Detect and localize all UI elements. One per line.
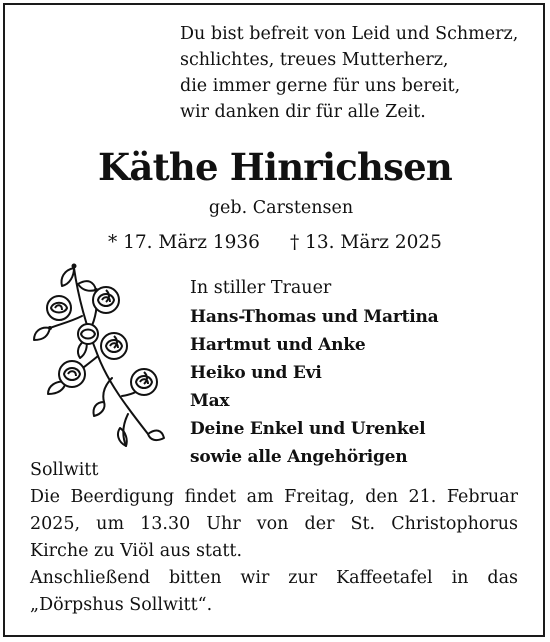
memorial-poem [180,21,540,125]
maiden-name: geb. Carstensen [208,198,354,218]
poem-line: wir danken dir für alle Zeit. [180,102,426,122]
mourner-name: Hartmut und Anke [190,335,366,355]
funeral-line: „Dörpshus Sollwitt“. [30,595,213,615]
funeral-line: 2025, um 13.30 Uhr von der St. Christophorus [30,514,518,534]
mourner-name: Deine Enkel und Urenkel [190,419,426,439]
mourning-intro: In stiller Trauer [190,278,332,298]
poem-line: Du bist befreit von Leid und Schmerz, [180,24,519,44]
funeral-line: Kirche zu Viöl aus statt. [30,541,243,561]
mourner-name: Max [190,391,230,411]
mourner-name: sowie alle Angehörigen [190,447,408,467]
place-name: Sollwitt [30,460,99,480]
poem-line: die immer gerne für uns bereit, [180,76,461,96]
funeral-line: Die Beerdigung findet am Freitag, den 21. Februar [30,487,518,507]
mourners-block [190,275,530,471]
birth-date: * 17. März 1936 [108,232,260,253]
mourner-name: Heiko und Evi [190,363,322,383]
deceased-name: Käthe Hinrichsen [98,145,452,189]
funeral-line: Anschließend bitten wir zur Kaffeetafel in das [30,568,518,588]
funeral-details [30,484,518,619]
mourner-name: Hans-Thomas und Martina [190,307,439,327]
poem-line: schlichtes, treues Mutterherz, [180,50,449,70]
death-date: † 13. März 2025 [290,232,442,253]
roses-illustration-icon [26,256,171,451]
